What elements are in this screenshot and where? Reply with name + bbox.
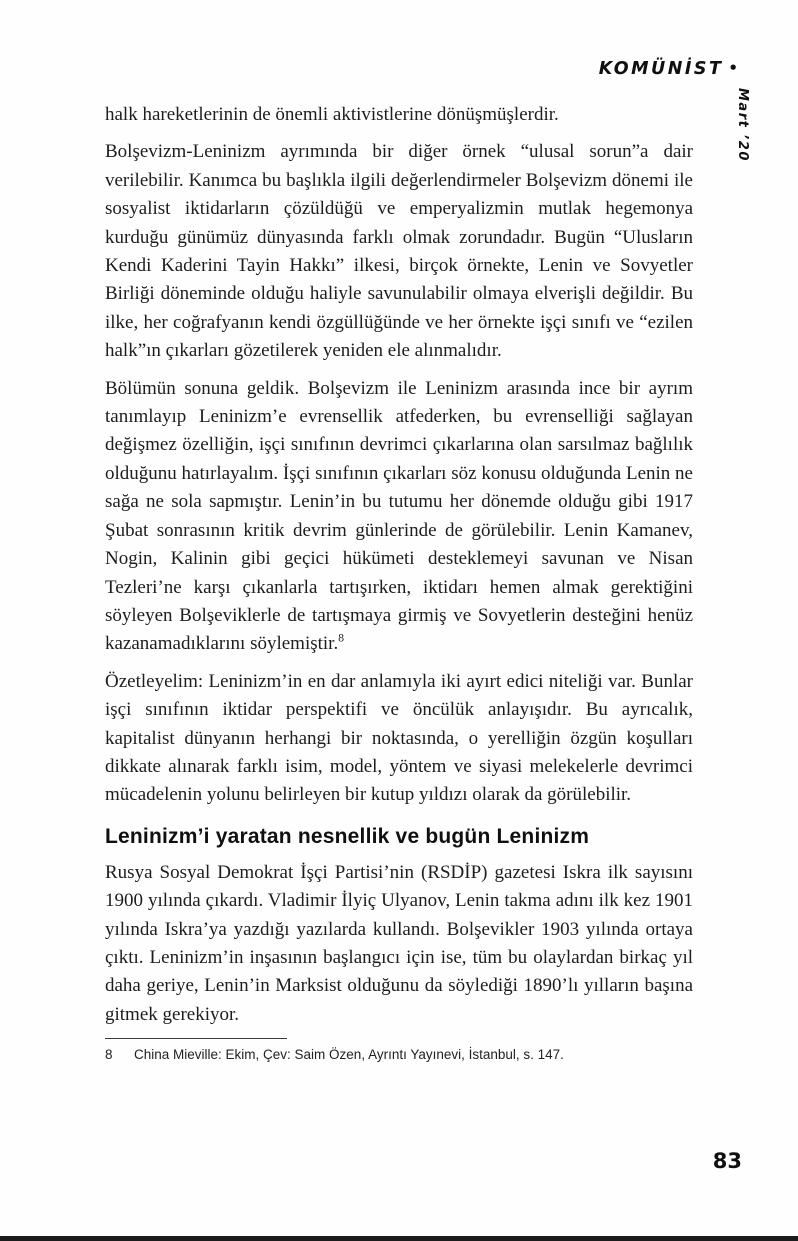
body-paragraph-4: Özetleyelim: Leninizm’in en dar anlamıyla iki ayırt edici niteliği var. Bunlar işçi sınıfının iktidar perspektifi ve öncülük anlayışıdır. Bu ayrıcalık, kapitalist dünyanın herhangi bir noktasında, o yerelliğin özgün koşulları dikkate alınarak farklı isim, model, yöntem ve siyasi melekelerle devrimci mücadelenin yolunu belirleyen bir kutup yıldızı olarak da görülebilir.	[105, 670, 693, 806]
body-paragraph-3	[105, 375, 693, 659]
footnote	[105, 1046, 693, 1063]
body-paragraph-2: Bolşevizm-Leninizm ayrımında bir diğer örnek “ulusal sorun”a dair verilebilir. Kanımca bu başlıkla ilgili değerlendirmeler Bolşevizm dönemi ile sosyalist iktidarların çözüldüğü ve emperyalizmin mutlak hegemonya kurduğu günümüz dünyasında farklı olmak zorundadır. Bugün “Ulusların Kendi Kaderini Tayin Hakkı” ilkesi, birçok örnekte, Lenin ve Sovyetler Birliği döneminde olduğu haliyle savunulabilir olmaya elverişli değildir. Bu ilke, her coğrafyanın kendi özgüllüğünde ve her örnekte işçi sınıfı ve “ezilen halk”ın çıkarları gözetilerek yeniden ele alınmalıdır.	[105, 141, 693, 362]
article-body	[105, 101, 693, 1063]
footnote-reference: 8	[338, 632, 344, 645]
footnote-text: China Mieville: Ekim, Çev: Saim Özen, Ayrıntı Yayınevi, İstanbul, s. 147.	[134, 1047, 564, 1063]
page-number: 83	[712, 1149, 742, 1173]
masthead	[599, 59, 738, 79]
body-paragraph-3-text: Bölümün sonuna geldik. Bolşevizm ile Leninizm arasında ince bir ayrım tanımlayıp Leninizm’e evrensellik atfederken, bu evrenselliği sağlayan değişmez özelliğin, işçi sınıfının devrimci çıkarlarına olan sarsılmaz bağlılık olduğunu hatırlayalım. İşçi sınıfının çıkarları söz konusu olduğunda Lenin ne sağa ne sola sapmıştır. Lenin’in bu tutumu her dönemde olduğu gibi 1917 Şubat sonrasının kritik devrim günlerinde de görülebilir. Lenin Kamanev, Nogin, Kalinin gibi geçici hükümeti desteklemeyi savunan ve Nisan Tezleri’ne karşı çıkanlarla tartışırken, iktidarı hemen almak gerektiğini söyleyen Bolşeviklerle de tartışmaya girmiş ve Sovyetlerin desteğini henüz kazanamadıklarını söylemiştir.	[105, 377, 693, 655]
issue-date-label: Mart ’20	[735, 88, 750, 162]
section-paragraph-1: Rusya Sosyal Demokrat İşçi Partisi’nin (RSDİP) gazetesi Iskra ilk sayısını 1900 yılında çıkardı. Vladimir İlyiç Ulyanov, Lenin takma adını ilk kez 1901 yılında Iskra’ya yazdığı yazılarda kullandı. Bolşevikler 1903 yılında ortaya çıktı. Leninizm’in inşasının başlangıcı için ise, tüm bu olaylardan birkaç yıl daha geriye, Lenin’in Marksist olduğunu da söylediği 1890’lı yılların başına gitmek gerekiyor.	[105, 861, 693, 1025]
masthead-title: KOMÜNİST	[598, 59, 724, 79]
body-paragraph-1: halk hareketlerinin de önemli aktivistlerine dönüşmüşlerdir.	[105, 104, 559, 125]
page-bottom-edge	[0, 1236, 798, 1241]
footnote-number: 8	[105, 1047, 113, 1063]
masthead-bullet-icon: •	[728, 59, 738, 77]
footnote-separator-rule	[105, 1038, 287, 1039]
section-heading: Leninizm’i yaratan nesnellik ve bugün Leninizm	[105, 824, 590, 848]
footnote-block	[105, 1038, 693, 1063]
